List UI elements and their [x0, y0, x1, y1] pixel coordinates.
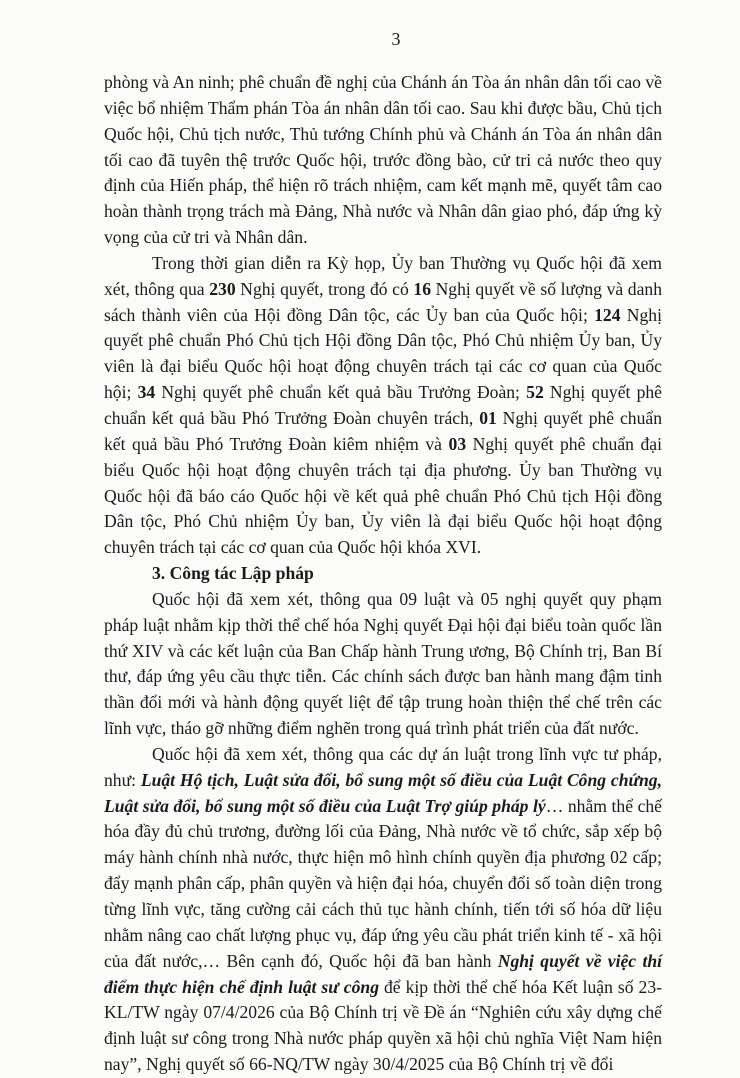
count-deputy-head-parttime-resolutions: 01 — [479, 407, 497, 428]
resolution-name-emphasis: Nghị quyết về việc thí điểm thực hiện chế định luật sư công — [104, 950, 662, 997]
paragraph-legislation-overview: Quốc hội đã xem xét, thông qua 09 luật và 05 nghị quyết quy phạm pháp luật nhằm kịp thời thể chế hóa Nghị quyết Đại hội đại biểu toàn quốc lần thứ XIV và các kết luận của Ban Chấp hành Trung ương, Bộ Chính trị, Ban Bí thư, đáp ứng yêu cầu thực tiễn. Các chính sách được ban hành mang đậm tinh thần đổi mới và hành động quyết liệt để tập trung hoàn thiện thể chế trên các lĩnh vực, tháo gỡ những điểm nghẽn trong quá trình phát triển của đất nước. — [104, 588, 662, 739]
count-membership-resolutions: 16 — [413, 278, 431, 299]
count-total-resolutions: 230 — [209, 278, 236, 299]
count-delegation-head-resolutions: 34 — [137, 382, 156, 403]
paragraph-continuation: phòng và An ninh; phê chuẩn đề nghị của Chánh án Tòa án nhân dân tối cao về việc bổ nhiệm Thẩm phán Tòa án nhân dân tối cao. Sau khi được bầu, Chủ tịch Quốc hội, Chủ tịch nước, Thủ tướng Chính phủ và Chánh án Tòa án nhân dân tối cao đã tuyên thệ trước Quốc hội, trước đồng bào, cử tri cả nước theo quy định của Hiến pháp, thể hiện rõ trách nhiệm, cam kết mạnh mẽ, quyết tâm cao hoàn thành trọng trách mà Đảng, Nhà nước và Nhân dân giao phó, đáp ứng kỳ vọng của cử tri và Nhân dân. — [104, 72, 662, 248]
count-vice-chair-resolutions: 124 — [594, 304, 621, 325]
law-names-emphasis: Luật Hộ tịch, Luật sửa đổi, bổ sung một số điều của Luật Công chứng, Luật sửa đổi, bổ sung một số điều của Luật Trợ giúp pháp lý — [104, 769, 662, 816]
paragraph-standing-committee-resolutions: Trong thời gian diễn ra Kỳ họp, Ủy ban Thường vụ Quốc hội đã xem xét, thông qua 230 Nghị quyết, trong đó có 16 Nghị quyết về số lượng và danh sách thành viên của Hội đồng Dân tộc, các Ủy ban của Quốc hội; 124 Nghị quyết phê chuẩn Phó Chủ tịch Hội đồng Dân tộc, Phó Chủ nhiệm Ủy ban, Ủy viên là đại biểu Quốc hội hoạt động chuyên trách tại các cơ quan của Quốc hội; 34 Nghị quyết phê chuẩn kết quả bầu Trưởng Đoàn; 52 Nghị quyết phê chuẩn kết quả bầu Phó Trưởng Đoàn chuyên trách, 01 Nghị quyết phê chuẩn kết quả bầu Phó Trưởng Đoàn kiêm nhiệm và 03 Nghị quyết phê chuẩn đại biểu Quốc hội hoạt động chuyên trách tại địa phương. Ủy ban Thường vụ Quốc hội đã báo cáo Quốc hội về kết quả phê chuẩn Phó Chủ tịch Hội đồng Dân tộc, Phó Chủ nhiệm Ủy ban, Ủy viên là đại biểu Quốc hội hoạt động chuyên trách tại các cơ quan của Quốc hội khóa XVI. — [104, 252, 662, 558]
paragraph-judicial-laws: Quốc hội đã xem xét, thông qua các dự án luật trong lĩnh vực tư pháp, như: Luật Hộ tịch, Luật sửa đổi, bổ sung một số điều của Luật Công chứng, Luật sửa đổi, bổ sung một số điều của Luật Trợ giúp pháp lý… nhằm thể chế hóa đầy đủ chủ trương, đường lối của Đảng, Nhà nước về tổ chức, sắp xếp bộ máy hành chính nhà nước, thực hiện mô hình chính quyền địa phương 02 cấp; đẩy mạnh phân cấp, phân quyền và hiện đại hóa, chuyển đổi số toàn diện trong từng lĩnh vực, tăng cường cải cách thủ tục hành chính, tiến tới số hóa dữ liệu nhằm nâng cao chất lượng phục vụ, đáp ứng yêu cầu phát triển kinh tế - xã hội của đất nước,… Bên cạnh đó, Quốc hội đã ban hành Nghị quyết về việc thí điểm thực hiện chế định luật sư công để kịp thời thể chế hóa Kết luận số 23-KL/TW ngày 07/4/2026 của Bộ Chính trị về Đề án “Nghiên cứu xây dựng chế định luật sư công trong Nhà nước pháp quyền xã hội chủ nghĩa Việt Nam hiện nay”, Nghị quyết số 66-NQ/TW ngày 30/4/2025 của Bộ Chính trị về đổi — [104, 743, 662, 1075]
section-heading-legislation: 3. Công tác Lập pháp — [152, 563, 314, 584]
page-number: 3 — [391, 29, 401, 49]
count-deputy-head-fulltime-resolutions: 52 — [526, 382, 544, 403]
count-local-delegate-resolutions: 03 — [448, 433, 467, 454]
